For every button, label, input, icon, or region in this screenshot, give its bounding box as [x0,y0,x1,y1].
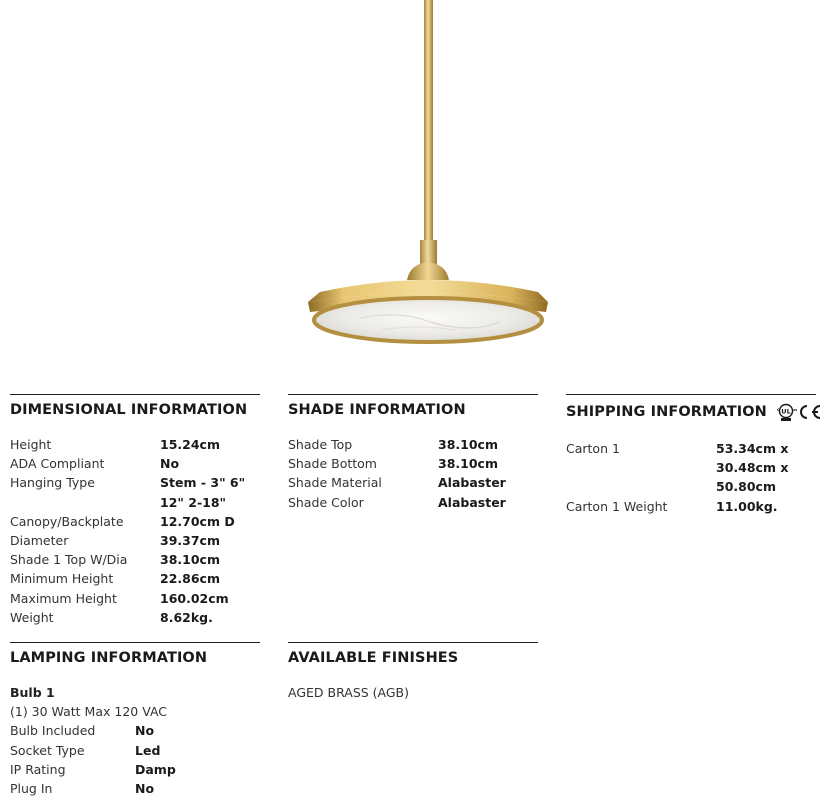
shipping-title: SHIPPING INFORMATION [566,404,767,420]
spec-value: 22.86cm [160,571,220,587]
spec-value: 38.10cm [438,456,498,472]
shipping-heading [566,395,828,422]
spec-row [10,569,260,588]
spec-value: 39.37cm [160,533,220,549]
spec-value: 8.62kg. [160,609,213,625]
spec-label: Weight [10,609,54,625]
spec-row [10,608,260,627]
spec-row [10,435,260,454]
spec-label: Maximum Height [10,590,117,606]
spec-value: No [135,723,155,739]
shade-section [288,394,538,512]
shipping-section [566,394,828,516]
spec-label: Diameter [10,533,69,549]
certification-marks [775,402,823,422]
spec-label: Minimum Height [10,571,114,587]
spec-row [10,473,260,511]
spec-row [288,435,538,454]
spec-row [10,779,260,798]
ce-mark-icon [797,403,823,421]
spec-label: Shade Bottom [288,456,377,472]
lamping-title: LAMPING INFORMATION [10,650,208,666]
spec-label: Bulb Included [10,723,96,739]
spec-label: Shade Color [288,494,364,510]
spec-row [10,454,260,473]
spec-row [566,497,828,516]
spec-label: Hanging Type [10,475,95,491]
shade-rows [288,435,538,512]
spec-value: 160.02cm [160,590,229,606]
spec-row [566,439,828,497]
spec-label: ADA Compliant [10,456,105,472]
spec-label: Carton 1 Weight [566,498,668,514]
spec-value: 12.70cm D [160,513,235,529]
bulb-title: Bulb 1 [10,685,55,700]
finish-item: AGED BRASS (AGB) [288,685,410,700]
spec-row [288,454,538,473]
spec-value: 11.00kg. [716,498,778,514]
dimensional-title: DIMENSIONAL INFORMATION [10,402,248,418]
spec-value: 38.10cm [438,437,498,452]
spec-label: Shade Material [288,475,382,491]
spec-value: 38.10cm [160,552,220,568]
spec-row [10,550,260,569]
finishes-section [288,642,538,702]
spec-row [10,512,260,531]
spec-row [10,760,260,779]
svg-text:us: us [792,408,797,412]
svg-text:c: c [776,407,780,412]
spec-row [288,473,538,492]
finishes-title: AVAILABLE FINISHES [288,650,459,666]
spec-value: Damp [135,761,176,777]
spec-row [10,531,260,550]
dimensional-section [10,394,260,627]
spec-label: Canopy/Backplate [10,513,124,529]
spec-value: Alabaster [438,475,506,491]
spec-label: Plug In [10,781,53,797]
lamping-section [10,642,260,798]
spec-value: 15.24cm [160,437,220,452]
spec-row [288,493,538,512]
shipping-rows [566,439,828,516]
spec-value: Stem - 3" 6" 12" 2-18" [160,475,246,510]
spec-label: IP Rating [10,761,66,777]
pendant-lamp-image [0,0,832,380]
dimensional-rows [10,435,260,627]
spec-row [10,721,260,740]
spec-label: Shade 1 Top W/Dia [10,552,128,568]
spec-row [10,589,260,608]
spec-row [10,741,260,760]
spec-value: Alabaster [438,494,506,510]
svg-text:UL: UL [781,407,791,416]
spec-label: Socket Type [10,742,85,758]
spec-label: Shade Top [288,437,353,452]
lamping-rows [10,683,260,798]
ul-listed-icon [775,402,797,422]
shade-title: SHADE INFORMATION [288,402,466,418]
spec-value: 53.34cm x 30.48cm x 50.80cm [716,441,789,495]
spec-value: Led [135,742,161,758]
finishes-list [288,683,538,702]
spec-value: No [160,456,180,472]
spec-label: Height [10,437,52,452]
spec-label: Carton 1 [566,441,620,456]
spec-value: No [135,781,155,797]
bulb-description: (1) 30 Watt Max 120 VAC [10,704,168,720]
